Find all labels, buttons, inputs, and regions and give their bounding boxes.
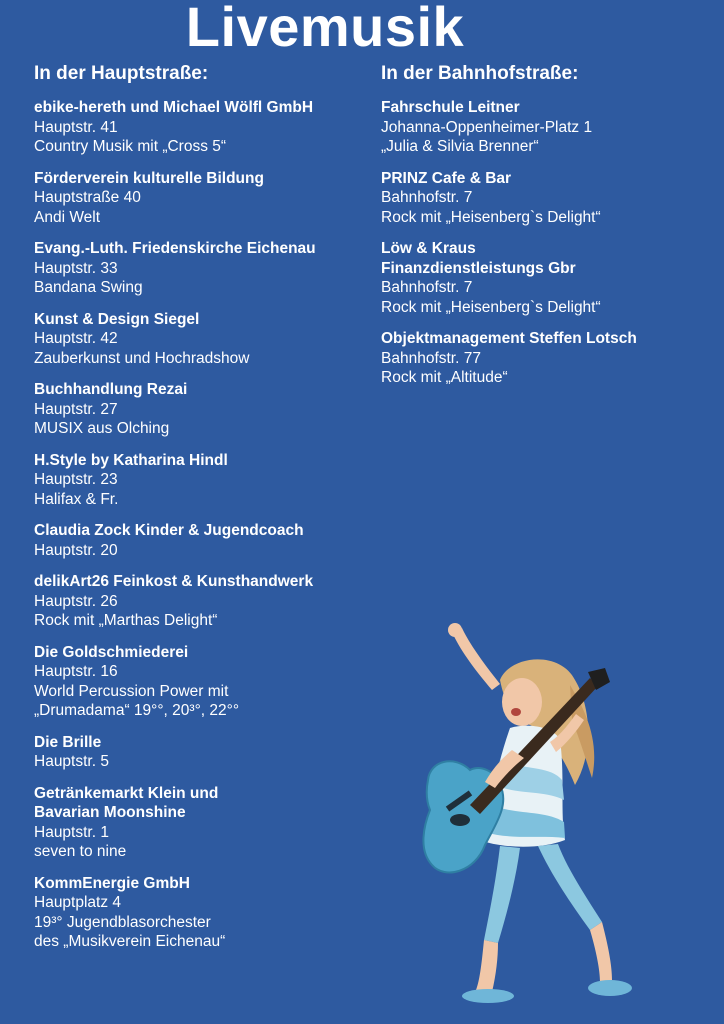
- venue-address: Hauptstr. 5: [34, 753, 109, 770]
- venue-program: MUSIX aus Olching: [34, 420, 170, 437]
- venue-address: Hauptstr. 26: [34, 592, 118, 610]
- venue-entry: [34, 380, 374, 439]
- venue-program: „Julia & Silvia Brenner“: [381, 138, 539, 155]
- venue-program: „Drumadama“ 19°°, 20³°, 22°°: [34, 702, 240, 719]
- venue-program: Halifax & Fr.: [34, 490, 119, 508]
- venue-address: Hauptstr. 23: [34, 471, 118, 488]
- venue-entry: [34, 733, 374, 772]
- venue-address: Hauptstraße 40: [34, 189, 141, 206]
- venue-entry: [34, 310, 374, 369]
- venue-entry: [34, 521, 374, 560]
- venue-list: [381, 98, 711, 388]
- venue-program: 19³° Jugendblasorchester: [34, 913, 211, 931]
- venue-name: Die Goldschmiederei: [34, 643, 189, 661]
- column-heading: In der Bahnhofstraße:: [381, 63, 579, 84]
- venue-program: Andi Welt: [34, 208, 101, 226]
- venue-program: World Percussion Power mit: [34, 682, 229, 700]
- column-heading: In der Hauptstraße:: [34, 63, 209, 84]
- page-title: Livemusik: [185, 0, 465, 58]
- venue-address: Hauptstr. 27: [34, 400, 118, 418]
- venue-address: Bahnhofstr. 7: [381, 279, 473, 296]
- venue-entry: [381, 329, 711, 388]
- venue-program: seven to nine: [34, 843, 127, 860]
- venue-list: [34, 98, 374, 952]
- venue-address: Bahnhofstr. 77: [381, 349, 481, 367]
- venue-name: Buchhandlung Rezai: [34, 381, 188, 398]
- venue-name: ebike-hereth und Michael Wölfl GmbH: [34, 99, 314, 116]
- venue-program: des „Musikverein Eichenau“: [34, 933, 226, 950]
- venue-address: Hauptstr. 42: [34, 330, 118, 347]
- venue-address: Hauptstr. 1: [34, 823, 109, 841]
- venue-name: Evang.-Luth. Friedenskirche Eichenau: [34, 240, 316, 257]
- venue-program: Rock mit „Marthas Delight“: [34, 612, 218, 629]
- venue-name: delikArt26 Feinkost & Kunsthandwerk: [34, 573, 314, 590]
- guitar-girl-photo: [400, 610, 640, 1015]
- venue-address: Hauptstr. 41: [34, 118, 118, 136]
- venue-entry: [381, 169, 711, 228]
- venue-entry: [381, 239, 711, 317]
- venue-name: Objektmanagement Steffen Lotsch: [381, 330, 637, 347]
- venue-entry: [34, 169, 374, 228]
- venue-entry: [34, 784, 374, 862]
- venue-address: Hauptstr. 20: [34, 541, 118, 559]
- venue-program: Rock mit „Heisenberg`s Delight“: [381, 298, 601, 316]
- venue-name: Löw & Kraus Finanzdienstleistungs Gbr: [381, 240, 576, 277]
- venue-name: Förderverein kulturelle Bildung: [34, 169, 264, 187]
- venue-name: Fahrschule Leitner: [381, 99, 520, 116]
- venue-address: Hauptstr. 33: [34, 259, 118, 277]
- venue-entry: [381, 98, 711, 157]
- venue-name: PRINZ Cafe & Bar: [381, 169, 512, 187]
- venue-program: Country Musik mit „Cross 5“: [34, 138, 227, 155]
- venue-address: Johanna-Oppenheimer-Platz 1: [381, 118, 593, 136]
- venue-entry: [34, 874, 374, 952]
- venue-program: Zauberkunst und Hochradshow: [34, 349, 250, 367]
- venue-program: Rock mit „Heisenberg`s Delight“: [381, 208, 601, 226]
- venue-name: Die Brille: [34, 733, 102, 751]
- venue-address: Bahnhofstr. 7: [381, 189, 473, 206]
- venue-entry: [34, 451, 374, 510]
- column-hauptstrasse: [34, 62, 374, 964]
- venue-name: Claudia Zock Kinder & Jugendcoach: [34, 522, 304, 539]
- venue-name: H.Style by Katharina Hindl: [34, 451, 228, 469]
- venue-name: KommEnergie GmbH: [34, 874, 190, 892]
- venue-name: Kunst & Design Siegel: [34, 310, 200, 328]
- guitar-girl-illustration: [400, 610, 640, 1015]
- column-bahnhofstrasse: [381, 62, 711, 400]
- venue-entry: [34, 98, 374, 157]
- venue-entry: [34, 239, 374, 298]
- venue-entry: [34, 572, 374, 631]
- venue-address: Hauptplatz 4: [34, 894, 122, 911]
- venue-address: Hauptstr. 16: [34, 663, 118, 680]
- venue-program: Bandana Swing: [34, 279, 143, 296]
- venue-entry: [34, 643, 374, 721]
- venue-name: Getränkemarkt Klein und Bavarian Moonshine: [34, 784, 219, 821]
- venue-program: Rock mit „Altitude“: [381, 369, 508, 386]
